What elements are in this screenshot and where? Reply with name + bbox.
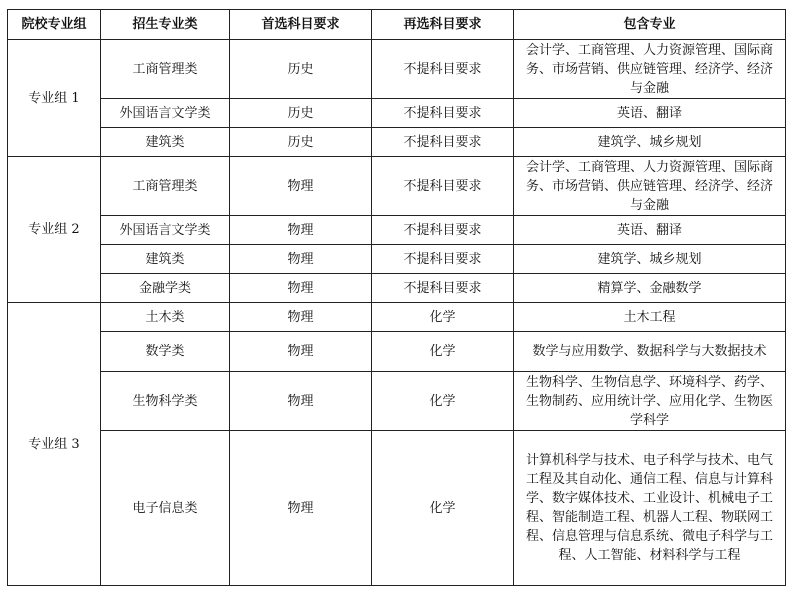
- header-first-subject: 首选科目要求: [230, 10, 372, 40]
- second-subject-cell: 不提科目要求: [372, 216, 514, 245]
- category-cell: 生物科学类: [101, 372, 230, 431]
- second-subject-cell: 不提科目要求: [372, 40, 514, 99]
- table-row: [8, 332, 786, 372]
- category-cell: 建筑类: [101, 245, 230, 274]
- group-name: 专业组 1: [8, 40, 101, 157]
- table-row: [8, 157, 786, 216]
- table-row: [8, 431, 786, 586]
- category-cell: 工商管理类: [101, 157, 230, 216]
- header-second-subject: 再选科目要求: [372, 10, 514, 40]
- second-subject-cell: 化学: [372, 372, 514, 431]
- first-subject-cell: 物理: [230, 245, 372, 274]
- majors-cell: 建筑学、城乡规划: [514, 128, 786, 157]
- first-subject-cell: 历史: [230, 128, 372, 157]
- first-subject-cell: 物理: [230, 372, 372, 431]
- group-name: 专业组 2: [8, 157, 101, 303]
- group-name: 专业组 3: [8, 303, 101, 586]
- majors-cell: 数学与应用数学、数据科学与大数据技术: [514, 332, 786, 372]
- table-row: [8, 40, 786, 99]
- table-row: [8, 274, 786, 303]
- first-subject-cell: 物理: [230, 216, 372, 245]
- first-subject-cell: 物理: [230, 274, 372, 303]
- majors-cell: 会计学、工商管理、人力资源管理、国际商务、市场营销、供应链管理、经济学、经济与金融: [514, 157, 786, 216]
- first-subject-cell: 物理: [230, 157, 372, 216]
- category-cell: 电子信息类: [101, 431, 230, 586]
- first-subject-cell: 物理: [230, 303, 372, 332]
- second-subject-cell: 不提科目要求: [372, 274, 514, 303]
- table-row: [8, 372, 786, 431]
- category-cell: 土木类: [101, 303, 230, 332]
- first-subject-cell: 历史: [230, 99, 372, 128]
- table-row: [8, 303, 786, 332]
- second-subject-cell: 化学: [372, 332, 514, 372]
- majors-cell: 精算学、金融数学: [514, 274, 786, 303]
- header-category: 招生专业类: [101, 10, 230, 40]
- admission-table: [7, 9, 786, 586]
- category-cell: 外国语言文学类: [101, 99, 230, 128]
- first-subject-cell: 历史: [230, 40, 372, 99]
- category-cell: 金融学类: [101, 274, 230, 303]
- second-subject-cell: 不提科目要求: [372, 157, 514, 216]
- table-row: [8, 216, 786, 245]
- header-majors: 包含专业: [514, 10, 786, 40]
- category-cell: 工商管理类: [101, 40, 230, 99]
- first-subject-cell: 物理: [230, 332, 372, 372]
- table-row: [8, 128, 786, 157]
- majors-cell: 会计学、工商管理、人力资源管理、国际商务、市场营销、供应链管理、经济学、经济与金融: [514, 40, 786, 99]
- majors-cell: 生物科学、生物信息学、环境科学、药学、生物制药、应用统计学、应用化学、生物医学科学: [514, 372, 786, 431]
- second-subject-cell: 不提科目要求: [372, 128, 514, 157]
- second-subject-cell: 化学: [372, 303, 514, 332]
- table-row: [8, 245, 786, 274]
- category-cell: 数学类: [101, 332, 230, 372]
- second-subject-cell: 化学: [372, 431, 514, 586]
- header-group: 院校专业组: [8, 10, 101, 40]
- header-row: [8, 10, 786, 40]
- majors-cell: 建筑学、城乡规划: [514, 245, 786, 274]
- majors-cell: 英语、翻译: [514, 99, 786, 128]
- table-row: [8, 99, 786, 128]
- first-subject-cell: 物理: [230, 431, 372, 586]
- category-cell: 外国语言文学类: [101, 216, 230, 245]
- majors-cell: 计算机科学与技术、电子科学与技术、电气工程及其自动化、通信工程、信息与计算科学、数字媒体技术、工业设计、机械电子工程、智能制造工程、机器人工程、物联网工程、信息管理与信息系统、微电子科学与工程、人工智能、材料科学与工程: [514, 431, 786, 586]
- second-subject-cell: 不提科目要求: [372, 99, 514, 128]
- second-subject-cell: 不提科目要求: [372, 245, 514, 274]
- majors-cell: 英语、翻译: [514, 216, 786, 245]
- majors-cell: 土木工程: [514, 303, 786, 332]
- category-cell: 建筑类: [101, 128, 230, 157]
